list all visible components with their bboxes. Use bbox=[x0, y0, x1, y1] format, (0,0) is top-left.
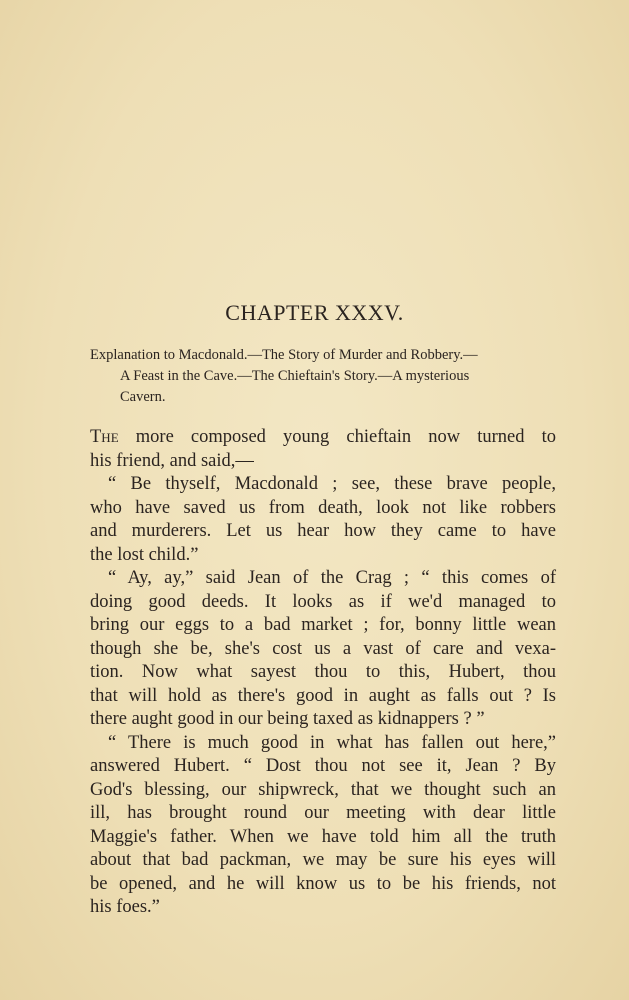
body-line: “ There is much good in what has fallen out here,” bbox=[108, 732, 556, 753]
body-line: “ Be thyself, Macdonald ; see, these brave people, bbox=[108, 474, 556, 494]
body-line: his friend, and said,— bbox=[90, 450, 254, 471]
body-line: his foes.” bbox=[90, 897, 160, 917]
body-line: “ Ay, ay,” said Jean of the Crag ; “ this comes of bbox=[108, 568, 556, 588]
body-line: that will hold as there's good in aught as falls out ? Is bbox=[90, 685, 556, 706]
body-line: ill, has brought round our meeting with dear little bbox=[90, 803, 556, 823]
summary-line: Explanation to Macdonald.—The Story of Murder and Robbery.— bbox=[90, 347, 478, 363]
body-line: about that bad packman, we may be sure his eyes will bbox=[90, 850, 556, 870]
body-line: Maggie's father. When we have told him all the truth bbox=[90, 826, 556, 847]
body-line: and murderers. Let us hear how they came to have bbox=[90, 521, 556, 541]
body-line: doing good deeds. It looks as if we'd managed to bbox=[90, 591, 556, 612]
body-line: bring our eggs to a bad market ; for, bonny little wean bbox=[90, 615, 556, 635]
body-line: the lost child.” bbox=[90, 544, 199, 565]
body-line: be opened, and he will know us to be his friends, not bbox=[90, 873, 556, 894]
body-line: who have saved us from death, look not like robbers bbox=[90, 497, 556, 518]
chapter-heading: CHAPTER XXXV. bbox=[225, 300, 404, 325]
body-line: answered Hubert. “ Dost thou not see it, Jean ? By bbox=[90, 756, 556, 776]
body-line: there aught good in our being taxed as kidnappers ? ” bbox=[90, 709, 485, 729]
chapter-body bbox=[90, 426, 556, 920]
opening-word: The bbox=[90, 427, 119, 447]
chapter-summary bbox=[90, 345, 560, 408]
body-line: though she be, she's cost us a vast of care and vexa- bbox=[90, 638, 556, 659]
summary-line: Cavern. bbox=[120, 389, 166, 405]
body-line: tion. Now what sayest thou to this, Hubert, thou bbox=[90, 662, 556, 682]
body-line-text: more composed young chieftain now turned to bbox=[118, 427, 556, 447]
body-line: God's blessing, our shipwreck, that we thought such an bbox=[90, 779, 556, 800]
body-line bbox=[90, 426, 556, 450]
summary-line: A Feast in the Cave.—The Chieftain's Story.—A mysterious bbox=[120, 368, 470, 384]
